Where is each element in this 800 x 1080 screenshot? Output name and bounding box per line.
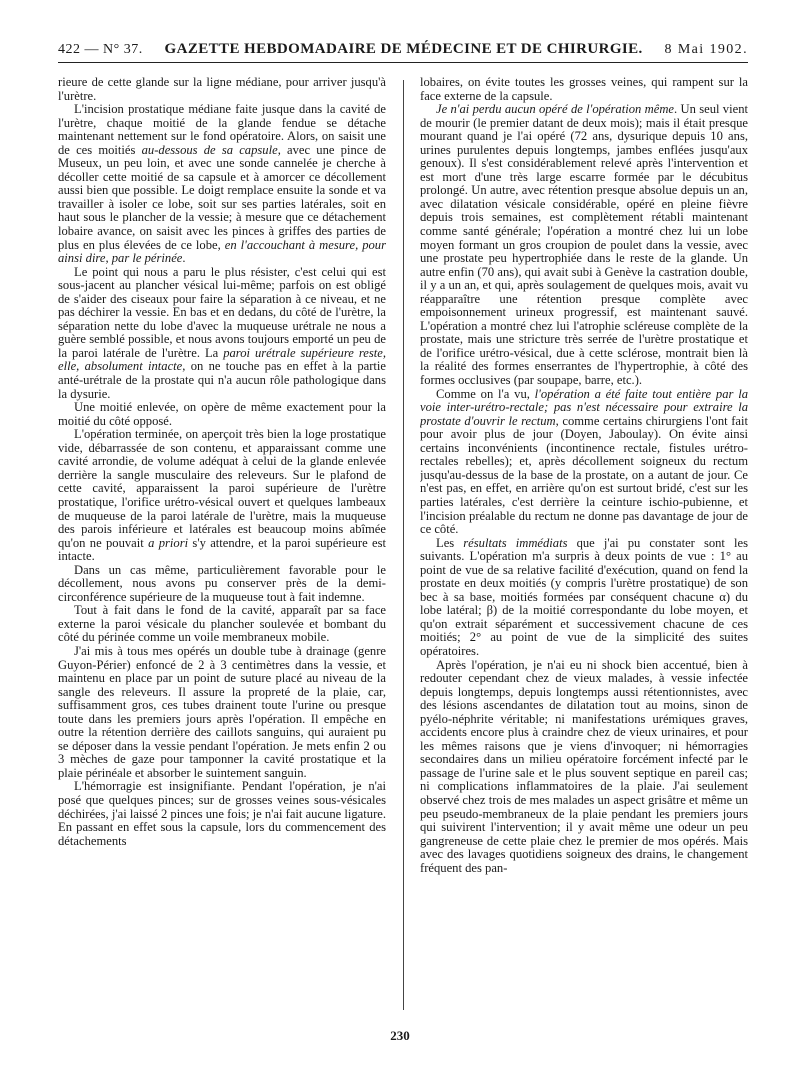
paragraph bbox=[58, 103, 386, 266]
text-run: Dans un cas même, particulièrement favorable pour le décollement, nous avons pu conserver près de la demi-circonférence supérieure de la muqueuse tout à fait indemne. bbox=[58, 562, 386, 604]
text-run: Comme on l'a vu, bbox=[436, 386, 535, 401]
text-run: rieure de cette glande sur la ligne médiane, pour arriver jusqu'à l'urètre. bbox=[58, 76, 386, 103]
paragraph bbox=[420, 103, 748, 387]
text-run: , avec une pince de Museux, un peu loin, et avec une sonde cannelée je cherche à décoller cette moitié de sa capsule et à amorcer ce décollement aussi bien que possible. Le doigt remplace ensuite la sonde et va travailler à isoler ce lobe, soit sur ses parties latérales, soit en haut sous le plancher de la vessie; à mesure que ce détachement lobaire avance, on saisit avec les pinces à griffes des parties de plus en plus élevées de ce lobe, bbox=[58, 142, 386, 252]
paragraph bbox=[58, 645, 386, 780]
paragraph bbox=[420, 537, 748, 659]
text-run: lobaires, on évite toutes les grosses veines, qui rampent sur la face externe de la capsule. bbox=[420, 76, 748, 103]
text-run: s'y attendre, et la paroi supérieure est intacte. bbox=[58, 535, 386, 564]
article-columns bbox=[58, 76, 748, 1012]
text-run: Le point qui nous a paru le plus résister, c'est celui qui est sous-jacent au plancher vésical lui-même; parfois on est obligé de s'aider des ciseaux pour faire la séparation à ce niveau, et ne pas déchirer la vessie. En bas et en dedans, du côté de l'urètre, la séparation nette du lobe d'avec la muqueuse urétrale ne nous a guère semblé possible, et nous avons toujours emporté un peu de la paroi latérale de l'urètre. La bbox=[58, 264, 386, 360]
page-number-and-issue: 422 — N° 37. bbox=[58, 42, 143, 57]
text-run: J'ai mis à tous mes opérés un double tube à drainage (genre Guyon-Périer) enfoncé de 2 à 3 centimètres dans la vessie, et maintenu en place par un point de suture placé au niveau de la sangle des releveurs. Il assure la propreté de la plaie, car, suffisamment gros, ces tubes drainent toute l'urine ou presque toute dans les premiers jours après l'opération. Il empêche en outre la rétention derrière des caillots sanguins, qui auraient pu se déposer dans la vessie pendant l'opération. Je mets enfin 2 ou 3 mèches de gaze pour tamponner la cavité prostatique et la plaie périnéale et absorber le suintement sanguin. bbox=[58, 643, 386, 780]
italic-text-run: au-dessous de sa capsule bbox=[141, 142, 278, 157]
italic-text-run: résultats immédiats bbox=[463, 535, 568, 550]
italic-text-run: a priori bbox=[148, 535, 189, 550]
text-run: , comme certains chirurgiens l'ont fait pour avoir plus de jour (Doyen, Jaboulay). On évite ainsi certains inconvénients (incontinence rectale, fistules urétro-rectales rebelles); et, après décollement soigneux du rectum jusqu'au-dessus de la base de la prostate, on a autant de jour. Ce n'est pas, en effet, en arrière qu'on est surtout bridé, c'est sur les parties latérales, c'est derrière la ceinture ischio-pubienne, et l'incision préalable du rectum ne donne pas davantage de jour de ce côté. bbox=[420, 413, 748, 537]
paragraph bbox=[58, 401, 386, 428]
text-run: Après l'opération, je n'ai eu ni shock bien accentué, bien à redouter cependant chez de vieux malades, à vessie infectée depuis longtemps, depuis longtemps aussi rétentionnistes, avec des lésions ascendantes de dilatation tout au moins, sinon de pyélo-néphrite véritable; ni manifestations urémiques graves, accidents encore plus à craindre chez de vieux urinaires, et pour les mêmes raisons que je viens d'invoquer; ni hémorragies secondaires dans un milieu opératoire forcément infecté par le passage de l'urine sale et le plus souvent septique en pareil cas; ni complications inflammatoires de la plaie. J'ai seulement observé chez trois de mes malades un aspect grisâtre et même un peu pseudo-membraneux de la plaie pendant les premiers jours qui suivirent l'intervention; il y avait même une odeur un peu gangreneuse de cette plaie chez le premier de mos opérés. Mais avec des lavages quotidiens soigneux des drains, le changement fréquent des pan- bbox=[420, 657, 748, 875]
right-column bbox=[420, 76, 748, 1012]
page-footer-number: 230 bbox=[390, 1028, 410, 1043]
text-run: L'hémorragie est insignifiante. Pendant l'opération, je n'ai posé que quelques pinces; sur de grosses veines sous-vésicales déchirées, j'ai laissé 2 pinces une fois; je n'ai fait aucune ligature. En passant en effet sous la capsule, lors du commencement des détachements bbox=[58, 779, 386, 848]
paragraph bbox=[58, 76, 386, 103]
issue-date: 8 Mai 1902. bbox=[664, 42, 748, 57]
text-run: . bbox=[182, 251, 186, 266]
text-run: Tout à fait dans le fond de la cavité, apparaît par sa face externe la paroi vésicale du plancher soulevée et bombant du côté du périnée comme un voile membraneux mobile. bbox=[58, 603, 386, 645]
paragraph bbox=[420, 659, 748, 876]
paragraph bbox=[58, 604, 386, 645]
text-run: que j'ai pu constater sont les suivants. L'opération m'a surpris à deux points de vue : 1° au point de vue de sa relative facilité d'exécution, quand on fend la prostate en deux moitiés (y compris l'urètre prostatique) de son bec à sa base, moitiés formées par conséquent chacune α) du lobe latéral; β) de la moitié correspondante du lobe moyen, et qu'on extrait séparément et successivement chacune de ces moitiés; 2° au point de vue de la simplicité des suites opératoires. bbox=[420, 535, 748, 658]
text-run: Une moitié enlevée, on opère de même exactement pour la moitié du côté opposé. bbox=[58, 400, 386, 428]
left-column bbox=[58, 76, 386, 1012]
italic-text-run: paroi urétrale supérieure reste, elle, absolument intacte bbox=[58, 345, 386, 374]
journal-title: GAZETTE HEBDOMADAIRE DE MÉDECINE ET DE CHIRURGIE. bbox=[164, 41, 643, 57]
column-divider bbox=[403, 80, 404, 1010]
page-header bbox=[58, 32, 748, 63]
paragraph bbox=[420, 76, 748, 103]
text-run: L'opération terminée, on aperçoit très bien la loge prostatique vide, débarrassée de son contenu, et apparaissant comme une cavité arrondie, de volume adéquat à celui de la glande enlevée derrière la sangle musculaire des releveurs. Sur le plafond de cette cavité, apparaissent la paroi supérieure de l'urètre prostatique, l'orifice urétro-vésical ouvert et quelques lambeaux de muqueuse de la paroi latérale de l'urètre, mais la muqueuse des parois inférieure et latérales est beaucoup moins abîmée qu'on ne pouvait bbox=[58, 427, 386, 550]
italic-text-run: Je n'ai perdu aucun opéré de l'opération même bbox=[436, 102, 675, 117]
text-run: L'incision prostatique médiane faite jusque dans la cavité de l'urètre, chaque moitié de la glande fendue se détache maintenant nettement sur le fond opératoire. Alors, on saisit une de ces moitiés bbox=[58, 102, 386, 157]
paragraph bbox=[58, 428, 386, 563]
paragraph bbox=[58, 266, 386, 401]
italic-text-run: l'opération a été faite tout entière par la voie inter-urétro-rectale; pas n'est nécessaire pour extraire la prostate d'ouvrir le rectum bbox=[420, 386, 748, 428]
italic-text-run: en l'accouchant à mesure, pour ainsi dire, par le périnée bbox=[58, 237, 386, 266]
paragraph bbox=[58, 564, 386, 605]
text-run: Les bbox=[436, 535, 464, 550]
text-run: , on ne touche pas en effet à la partie anté-urétrale de la prostate qui n'a aucun rôle pathologique dans la dysurie. bbox=[58, 359, 386, 401]
paragraph bbox=[420, 388, 748, 537]
text-run: . Un seul vient de mourir (le premier datant de deux mois); mais il était presque mourant quand je l'ai opéré (72 ans, dysurique depuis 10 ans, urines purulentes depuis longtemps, jambes enflées jusqu'aux genoux). Il s'est considérablement relevé après l'intervention et est mort d'une très large escarre formée par le décubitus prolongé. Un autre, avec rétention presque absolue depuis un an, avec dilatation vésicale considérable, opéré en pleine fièvre depuis trois semaines, est complètement rétabli maintenant comme santé générale; l'opération a montré chez lui un lobe moyen formant un gros croupion de poulet dans la vessie, avec une prostate peu hypertrophiée dans le reste de la glande. Un autre enfin (70 ans), qui avait subi à Genève la castration double, il y a un an, et qui, après soulagement de quelques mois, avait vu réapparaître une rétention presque complète avec empoisonnement urineux progressif, est maintenant sauvé. L'opération a montré chez lui l'atrophie scléreuse complète de la prostate, mais une stricture très serrée de l'urètre prostatique et de l'orifice urétro-vésical, due à cette sclérose, montrait bien là la réalité des formes enserrantes de l'hypertrophie, à côté des formes occlusives (par soupape, barre, etc.). bbox=[420, 102, 748, 388]
paragraph bbox=[58, 780, 386, 848]
